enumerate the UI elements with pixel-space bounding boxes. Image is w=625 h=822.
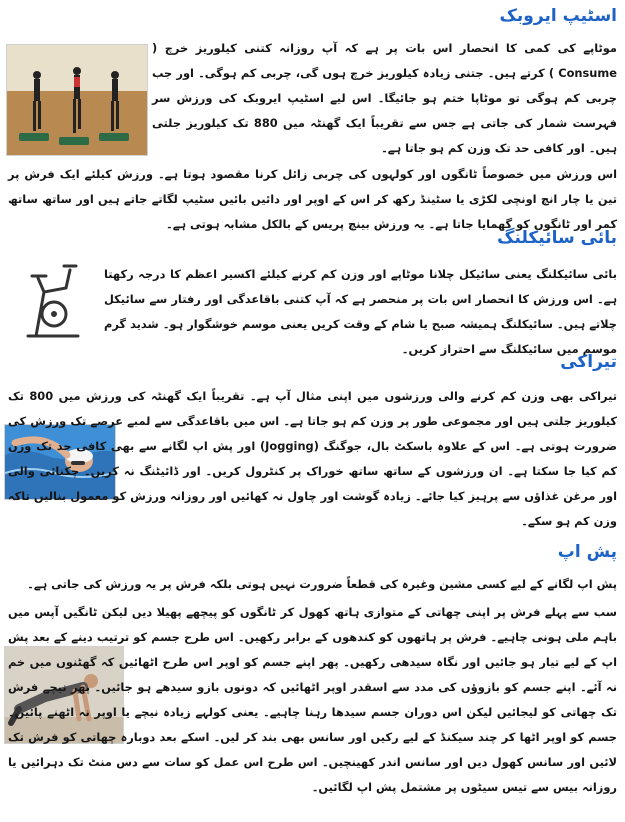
step-aerobics-paragraph-1: موٹاپے کی کمی کا انحصار اس بات پر ہے کہ آپ روزانہ کتنی کیلوریز خرچ ( Consume ) کرتے ہیں۔ جتنی زیادہ کیلوریز خرچ ہوں گی، چربی کم ہوگی۔ اور جب چربی کم ہوگی تو موٹاپا ختم ہو جائیگا۔ اس لیے اسٹیپ ایروبک کی ورزش سر فہرست شمار کی جاتی ہے جس سے تقریباً ایک گھنٹہ میں 880 تک کیلوریز جلتی ہیں۔ اور کافی حد تک وزن کم ہو جاتا ہے۔ (152, 41, 618, 155)
section-title-step-aerobics: اسٹیپ ایروبک (499, 6, 617, 26)
exercise-bike-photo (8, 252, 96, 344)
swimming-paragraph: تیراکی بھی وزن کم کرنے والی ورزشوں میں اپنی مثال آپ ہے۔ تقریباً ایک گھنٹہ کی ورزش میں 800 تک کیلوریز جلتی ہیں اور مجموعی طور پر وزن کم ہو جاتا ہے۔ اس میں باقاعدگی سے لمبے عرصے تک ورزش کی ضرورت ہوتی ہے۔ اس کے علاوہ باسکٹ بال، جوگنگ (Jogging) اور پش اپ لگانے سے بھی کافی حد تک وزن کم کیا جا سکتا ہے۔ ان ورزشوں کے ساتھ ساتھ خوراک پر کنٹرول کریں۔ اور ڈائیٹنگ نہ کریں۔ چکنائی والی اور مرغن غذاؤں سے پرہیز کیا جائے۔ زیادہ گوشت اور چاول نہ کھائیں اور روزانہ ورزش کو معمول بنالیں تاکہ وزن کم ہو سکے۔ (8, 389, 618, 528)
section-title-pushup: پش اپ (557, 542, 617, 562)
bicycling-paragraph: بائی سائیکلنگ یعنی سائیکل چلانا موٹاپے اور وزن کم کرنے کیلئے اکسیر اعظم کا درجہ رکھتا ہے۔ اس ورزش کا انحصار اس بات پر منحصر ہے کہ آپ کتنی باقاعدگی اور رفتار سے سائیکل چلاتے ہیں۔ سائیکلنگ ہمیشہ صبح یا شام کے وقت کریں یعنی موسم خوشگوار ہو۔ شدید گرم موسم میں سائیکلنگ سے احتراز کریں۔ (104, 267, 617, 356)
step-aerobics-paragraph-2: اس ورزش میں خصوصاً ٹانگوں اور کولہوں کی چربی زائل کرنا مقصود ہوتا ہے۔ ورزش کیلئے ایک فرش پر تین یا چار انچ اونچی لکڑی یا سٹینڈ رکھ کر اس کے اوپر اور دائیں بائیں سٹیپ لگاتے جاتے ہیں اور ساتھ ساتھ کمر اور ٹانگوں کو گھمایا جاتا ہے۔ یہ ورزش بینچ پریس کے بالکل مشابہ ہوتی ہے۔ (8, 167, 617, 231)
step-aerobics-class-photo (6, 44, 148, 156)
section-title-swimming: تیراکی (560, 352, 617, 372)
pushup-paragraph-2: سب سے پہلے فرش پر اپنی چھاتی کے متوازی ہاتھ کھول کر ٹانگوں کو پیچھے پھیلا دیں لیکن ٹانگیں آپس میں باہم ملی ہونی چاہیے۔ فرش پر ہاتھوں کو کندھوں کے برابر رکھیں۔ اس طرح جسم کو ترتیب دینے کے بعد پش اپ کے لیے تیار ہو جائیں اور نگاہ سیدھی رکھیں۔ پھر اپنے جسم کو اوپر اس طرح اٹھائیں کہ گھٹنوں میں خم نہ آئے۔ اپنے جسم کو بازوؤں کی مدد سے اسقدر اوپر اٹھائیں کہ دونوں بازو سیدھے ہو جائیں۔ پھر نیچے فرش تک چھاتی کو لیجائیں لیکن اس دوران جسم سیدھا رہنا چاہیے۔ یعنی کولہے زیادہ نیچے یا اوپر نہ اٹھنے پائیں۔ جسم کو اوپر اٹھا کر چند سیکنڈ کے لیے رکیں اور سانس بھی بند کر لیں۔ اسکے بعد دوبارہ چھاتی کو فرش تک لائیں اور سانس کھول دیں اور سانس اندر کھینچیں۔ اس طرح اس عمل کو سات سے دس منٹ تک دہرائیں یا روزانہ بیس سے تیس سیٹوں پر مشتمل پش اپ لگائیں۔ (8, 605, 617, 794)
section-title-bicycling: بائی سائیکلنگ (497, 228, 617, 248)
pushup-paragraph-1: پش اپ لگانے کے لیے کسی مشین وغیرہ کی قطعاً ضرورت نہیں ہوتی بلکہ فرش پر یہ ورزش کی جاتی ہے۔ (27, 577, 617, 591)
